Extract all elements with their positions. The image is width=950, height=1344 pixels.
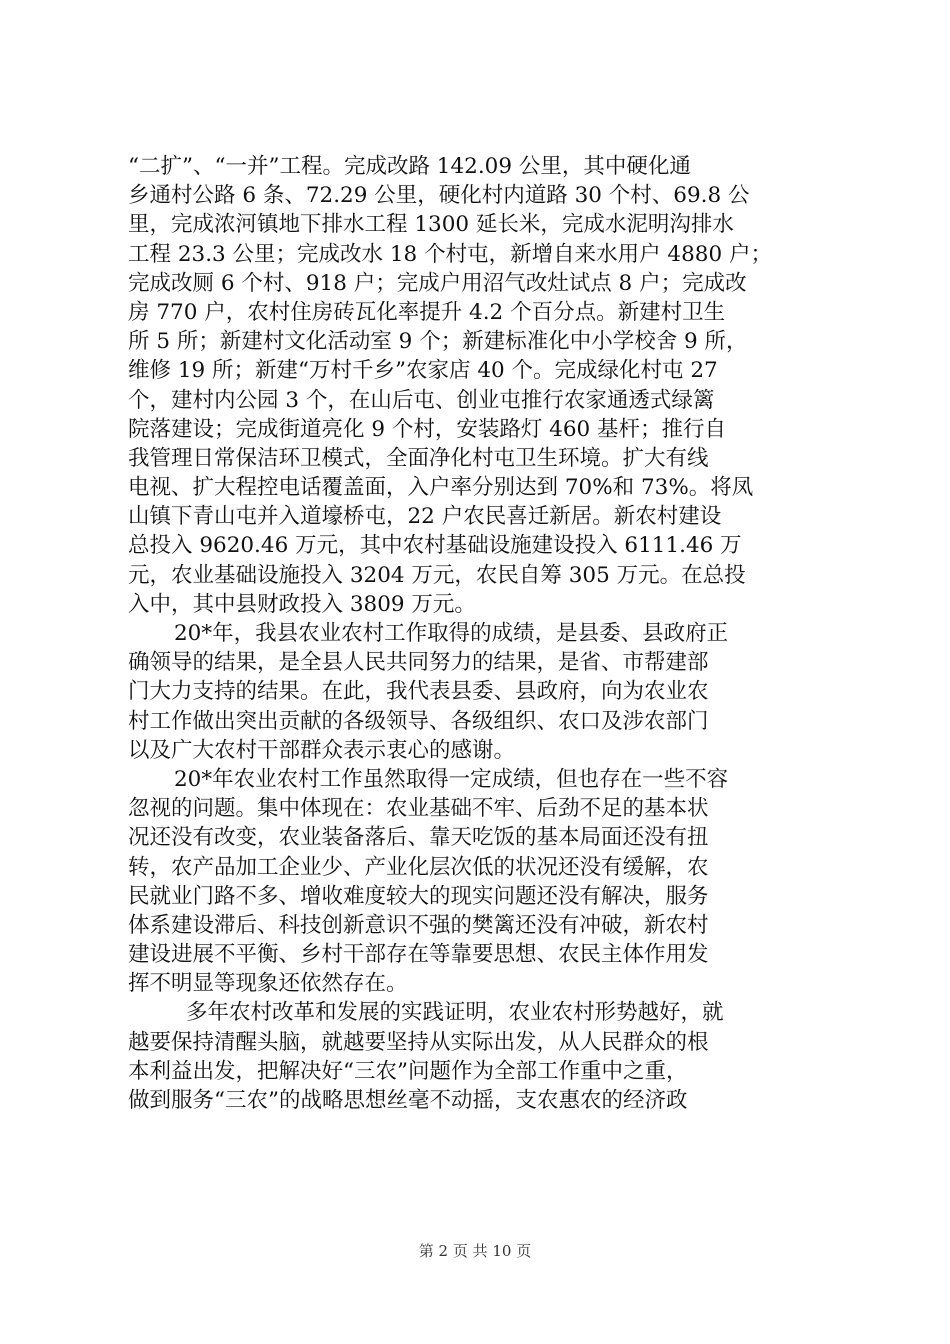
paragraph-first-line: 多年农村改革和发展的实践证明，农业农村形势越好，就 — [186, 1000, 724, 1026]
text-line: “二扩”、“一并”工程。完成改路 142.09 公里，其中硬化通 — [128, 154, 691, 179]
text-line: 山镇下青山屯并入道壕桥屯，22 户农民喜迁新居。新农村建设 — [128, 504, 722, 530]
text-line: 挥不明显等现象还依然存在。 — [128, 971, 408, 997]
text-line: 本利益出发，把解决好“三农”问题作为全部工作重中之重， — [128, 1058, 688, 1084]
document-body — [128, 152, 834, 1115]
text-line: 建设进展不平衡、乡村干部存在等靠要思想、农民主体作用发 — [128, 942, 709, 968]
text-line: 里，完成浓河镇地下排水工程 1300 延长米，完成水泥明沟排水 — [128, 212, 734, 238]
text-line: 所 5 所；新建村文化活动室 9 个；新建标准化中小学校舍 9 所， — [128, 329, 748, 355]
paragraph-first-line: 20*年农业农村工作虽然取得一定成绩，但也存在一些不容 — [174, 766, 729, 792]
text-line: 个，建村内公园 3 个，在山后屯、创业屯推行农家通透式绿篱 — [128, 387, 715, 413]
text-line: 村工作做出突出贡献的各级领导、各级组织、农口及涉农部门 — [128, 708, 709, 734]
text-line: 工程 23.3 公里；完成改水 18 个村屯，新增自来水用户 4880 户； — [128, 241, 772, 267]
text-line: 院落建设；完成街道亮化 9 个村，安装路灯 460 基杆；推行自 — [128, 416, 727, 442]
text-line: 做到服务“三农”的战略思想丝毫不动摇，支农惠农的经济政 — [128, 1088, 688, 1113]
text-line: 转，农产品加工企业少、产业化层次低的状况还没有缓解，农 — [128, 854, 709, 880]
text-line: 忽视的问题。集中体现在：农业基础不牢、后劲不足的基本状 — [128, 796, 709, 822]
text-line: 越要保持清醒头脑，就越要坚持从实际出发，从人民群众的根 — [128, 1029, 709, 1055]
text-line: 况还没有改变，农业装备落后、靠天吃饭的基本局面还没有扭 — [128, 825, 709, 851]
text-line: 入中，其中县财政投入 3809 万元。 — [128, 591, 476, 617]
text-line: 完成改厕 6 个村、918 户；完成户用沼气改灶试点 8 户；完成改 — [128, 270, 747, 296]
text-line: 总投入 9620.46 万元，其中农村基础设施建设投入 6111.46 万 — [128, 533, 742, 559]
text-line: 确领导的结果，是全县人民共同努力的结果，是省、市帮建部 — [128, 650, 709, 676]
text-line: 电视、扩大程控电话覆盖面，入户率分别达到 70%和 73%。将凤 — [128, 475, 754, 501]
text-line: 维修 19 所；新建“万村千乡”农家店 40 个。完成绿化村屯 27 — [128, 358, 718, 384]
text-line: 元，农业基础设施投入 3204 万元，农民自筹 305 万元。在总投 — [128, 562, 746, 588]
paragraph-first-line: 20*年，我县农业农村工作取得的成绩，是县委、县政府正 — [174, 621, 729, 646]
text-line: 民就业门路不多、增收难度较大的现实问题还没有解决，服务 — [128, 883, 709, 909]
text-line: 体系建设滞后、科技创新意识不强的樊篱还没有冲破，新农村 — [128, 912, 709, 938]
text-line: 以及广大农村干部群众表示衷心的感谢。 — [128, 737, 516, 763]
text-line: 我管理日常保洁环卫模式，全面净化村屯卫生环境。扩大有线 — [128, 445, 709, 471]
text-line: 乡通村公路 6 条、72.29 公里，硬化村内道路 30 个村、69.8 公 — [128, 183, 750, 209]
text-line: 房 770 户，农村住房砖瓦化率提升 4.2 个百分点。新建村卫生 — [128, 299, 726, 325]
page-number-footer: 第 2 页 共 10 页 — [418, 1242, 532, 1260]
text-line: 门大力支持的结果。在此，我代表县委、县政府，向为农业农 — [128, 679, 709, 705]
